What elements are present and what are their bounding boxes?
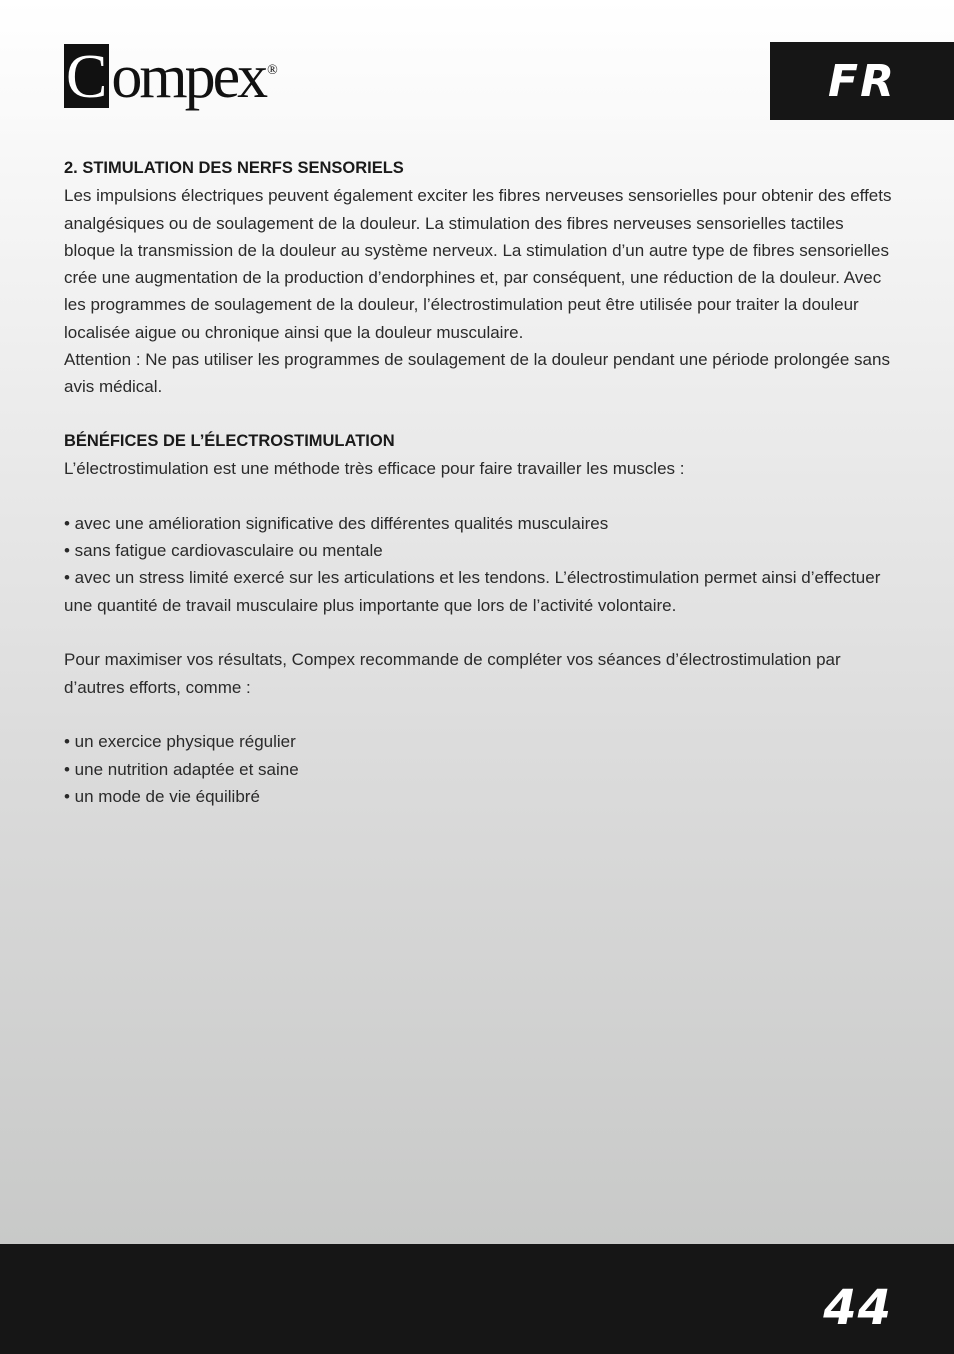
language-label: FR bbox=[828, 55, 896, 107]
compex-logo bbox=[64, 43, 278, 111]
section-heading-sensory-nerves: 2. STIMULATION DES NERFS SENSORIELS bbox=[64, 159, 404, 177]
language-tab bbox=[770, 42, 954, 120]
list-item: • avec une amélioration significative des différentes qualités musculaires bbox=[64, 513, 609, 533]
list-item: • une nutrition adaptée et saine bbox=[64, 759, 299, 779]
body-paragraph: Les impulsions électriques peuvent également exciter les fibres nerveuses sensorielles pour obtenir des effets analgésiques ou de soulagement de la douleur. La stimulation des fibres nerveuses sensorielles tactiles bloque la transmission de la douleur au système nerveux. La stimulation d’un autre type de fibres sensorielles crée une augmentation de la production d’endorphines et, par conséquent, une réduction de la douleur. Avec les programmes de soulagement de la douleur, l’électrostimulation peut être utilisée pour traiter la douleur localisée aigue ou chronique ainsi que la douleur musculaire. bbox=[64, 186, 892, 342]
benefits-intro: L’électrostimulation est une méthode très efficace pour faire travailler les muscles : bbox=[64, 459, 685, 479]
footer-bar bbox=[0, 1244, 954, 1354]
registered-mark: ® bbox=[267, 63, 278, 78]
section-heading-benefits: BÉNÉFICES DE L’ÉLECTROSTIMULATION bbox=[64, 431, 395, 450]
logo-cap-letter: C bbox=[66, 43, 108, 111]
list-item: • un exercice physique régulier bbox=[64, 732, 296, 752]
page-content bbox=[64, 155, 894, 810]
logo-wordmark: ompex bbox=[111, 43, 266, 111]
recommendation-paragraph: Pour maximiser vos résultats, Compex recommande de compléter vos séances d’électrostimulation par d’autres efforts, comme : bbox=[64, 650, 841, 697]
list-item: • un mode de vie équilibré bbox=[64, 786, 260, 806]
attention-paragraph: Attention : Ne pas utiliser les programmes de soulagement de la douleur pendant une période prolongée sans avis médical. bbox=[64, 350, 890, 397]
list-item: • avec un stress limité exercé sur les articulations et les tendons. L’électrostimulation permet ainsi d’effectuer une quantité de travail musculaire plus importante que lors de l’activité volontaire. bbox=[64, 568, 881, 615]
page-number: 44 bbox=[823, 1280, 892, 1336]
list-item: • sans fatigue cardiovasculaire ou mentale bbox=[64, 541, 383, 561]
